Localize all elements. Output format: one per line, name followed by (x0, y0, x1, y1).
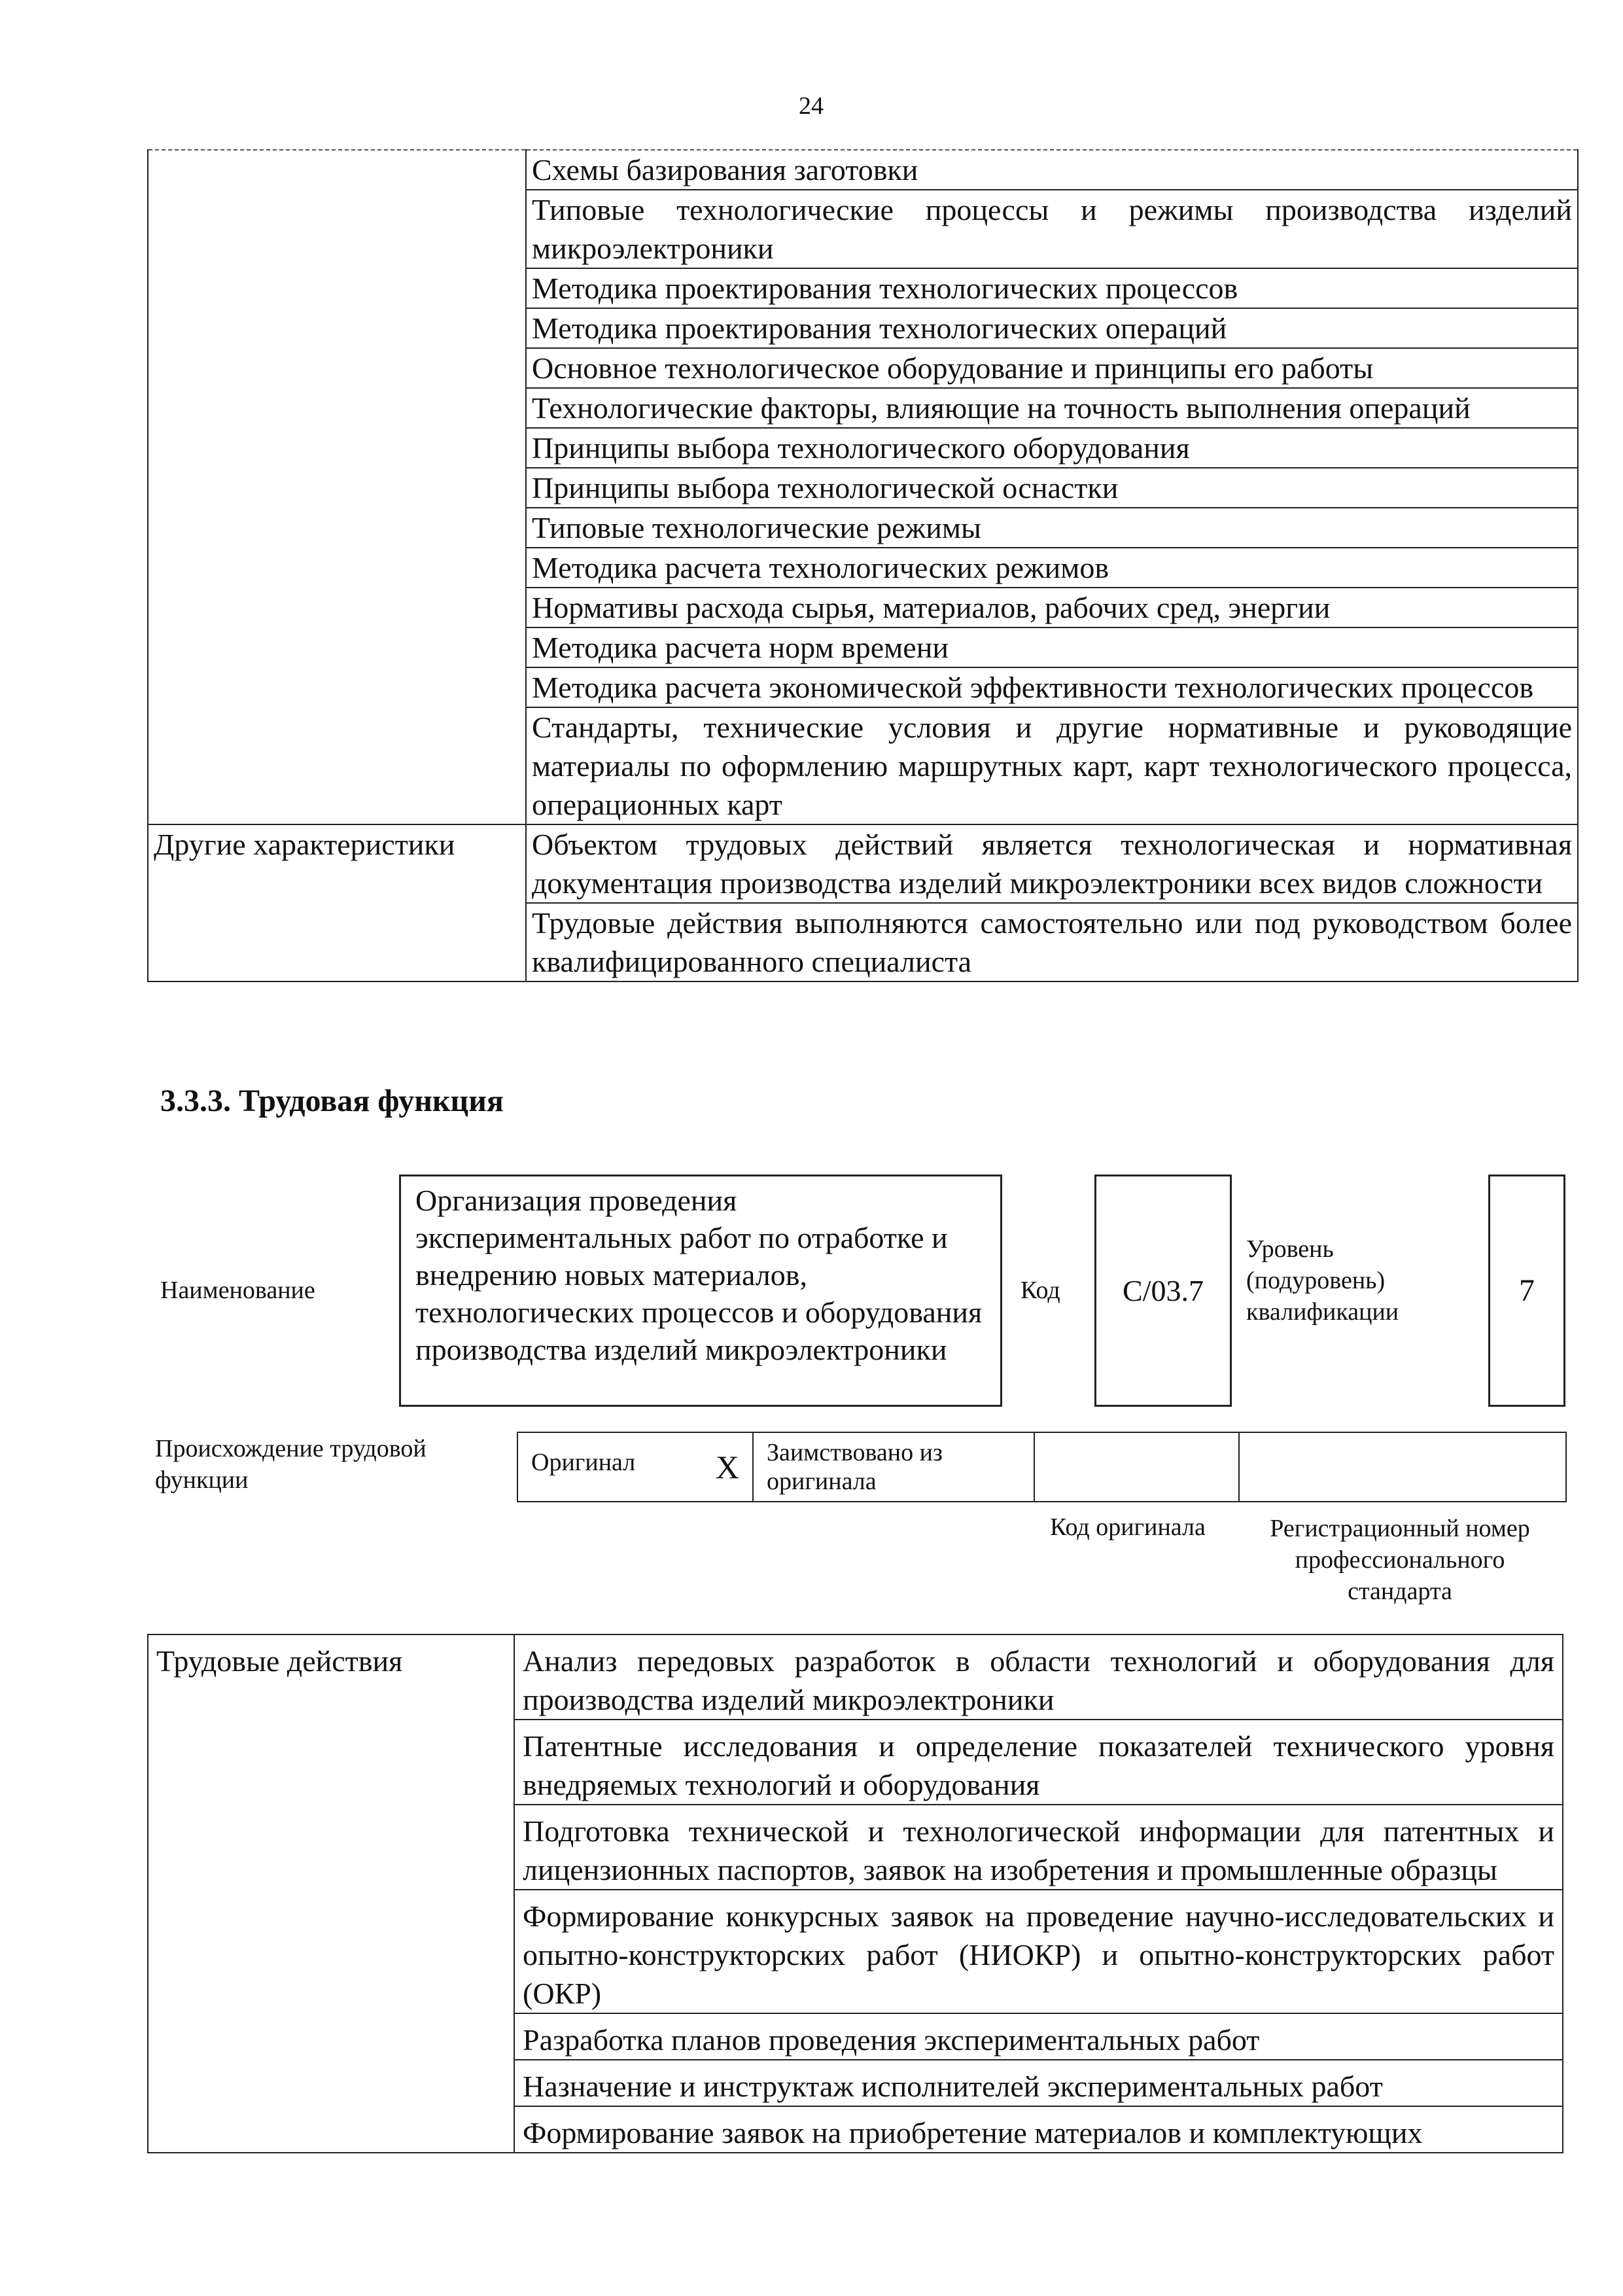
original-code-cell (1034, 1432, 1239, 1502)
section-heading: 3.3.3. Трудовая функция (160, 1084, 504, 1118)
knowledge-item: Принципы выбора технологического оборудования (526, 428, 1578, 468)
labor-actions-label: Трудовые действия (148, 1634, 514, 2153)
knowledge-item: Методика расчета технологических режимов (526, 548, 1578, 588)
table-row (517, 1432, 1566, 1502)
other-characteristics-item: Трудовые действия выполняются самостоятельно или под руководством более квалифицированного специалиста (526, 903, 1578, 981)
knowledge-item: Технологические факторы, влияющие на точность выполнения операций (526, 388, 1578, 428)
labor-action-item: Формирование конкурсных заявок на проведение научно-исследовательских и опытно-конструкторских работ (НИОКР) и опытно-конструкторских работ (ОКР) (514, 1890, 1563, 2013)
labor-actions-table (147, 1634, 1563, 2153)
labor-action-item: Патентные исследования и определение показателей технического уровня внедряемых технологий и оборудования (514, 1720, 1563, 1805)
labor-action-item: Назначение и инструктаж исполнителей экспериментальных работ (514, 2060, 1563, 2106)
knowledge-table (147, 149, 1579, 982)
original-cell (517, 1432, 753, 1502)
labor-action-item: Разработка планов проведения экспериментальных работ (514, 2013, 1563, 2060)
code-value-box: С/03.7 (1094, 1174, 1232, 1407)
function-name-box: Организация проведения экспериментальных работ по отработке и внедрению новых материалов, технологических процессов и оборудования производства изделий микроэлектроники (399, 1174, 1002, 1407)
knowledge-item: Типовые технологические режимы (526, 508, 1578, 548)
labor-action-item: Анализ передовых разработок в области технологий и оборудования для производства изделий микроэлектроники (514, 1634, 1563, 1720)
original-label: Оригинал (531, 1449, 636, 1476)
table-row (148, 150, 1578, 190)
table-row (148, 824, 1578, 903)
knowledge-item: Типовые технологические процессы и режимы производства изделий микроэлектроники (526, 190, 1578, 268)
knowledge-item: Методика расчета норм времени (526, 627, 1578, 667)
knowledge-item: Нормативы расхода сырья, материалов, рабочих сред, энергии (526, 588, 1578, 627)
origin-table (517, 1432, 1567, 1502)
name-label: Наименование (160, 1277, 315, 1304)
labor-action-item: Подготовка технической и технологической информации для патентных и лицензионных паспортов, заявок на изобретения и промышленные образцы (514, 1805, 1563, 1890)
knowledge-item: Принципы выбора технологической оснастки (526, 468, 1578, 508)
origin-label: Происхождение трудовой функции (155, 1435, 427, 1494)
original-mark: X (715, 1449, 739, 1485)
knowledge-item: Методика расчета экономической эффективности технологических процессов (526, 667, 1578, 707)
empty-label-cell (148, 150, 526, 824)
other-characteristics-item: Объектом трудовых действий является технологическая и нормативная документация производства изделий микроэлектроники всех видов сложности (526, 824, 1578, 903)
level-value-box: 7 (1488, 1174, 1565, 1407)
knowledge-item: Стандарты, технические условия и другие нормативные и руководящие материалы по оформлению маршрутных карт, карт технологического процесса, операционных карт (526, 707, 1578, 824)
knowledge-item: Методика проектирования технологических процессов (526, 268, 1578, 308)
other-characteristics-label: Другие характеристики (148, 824, 526, 981)
table-row (148, 1634, 1563, 1720)
knowledge-item: Схемы базирования заготовки (526, 150, 1578, 190)
page-number: 24 (799, 92, 824, 120)
knowledge-item: Основное технологическое оборудование и принципы его работы (526, 348, 1578, 388)
registration-number-cell (1239, 1432, 1566, 1502)
knowledge-item: Методика проектирования технологических операций (526, 308, 1578, 348)
registration-number-caption: Регистрационный номер профессионального стандарта (1270, 1515, 1530, 1605)
original-code-caption: Код оригинала (1050, 1513, 1206, 1541)
level-label: Уровень (подуровень) квалификации (1246, 1235, 1399, 1326)
borrowed-label: Заимствовано из оригинала (753, 1432, 1034, 1502)
labor-action-item: Формирование заявок на приобретение материалов и комплектующих (514, 2106, 1563, 2153)
code-label: Код (1021, 1277, 1060, 1304)
